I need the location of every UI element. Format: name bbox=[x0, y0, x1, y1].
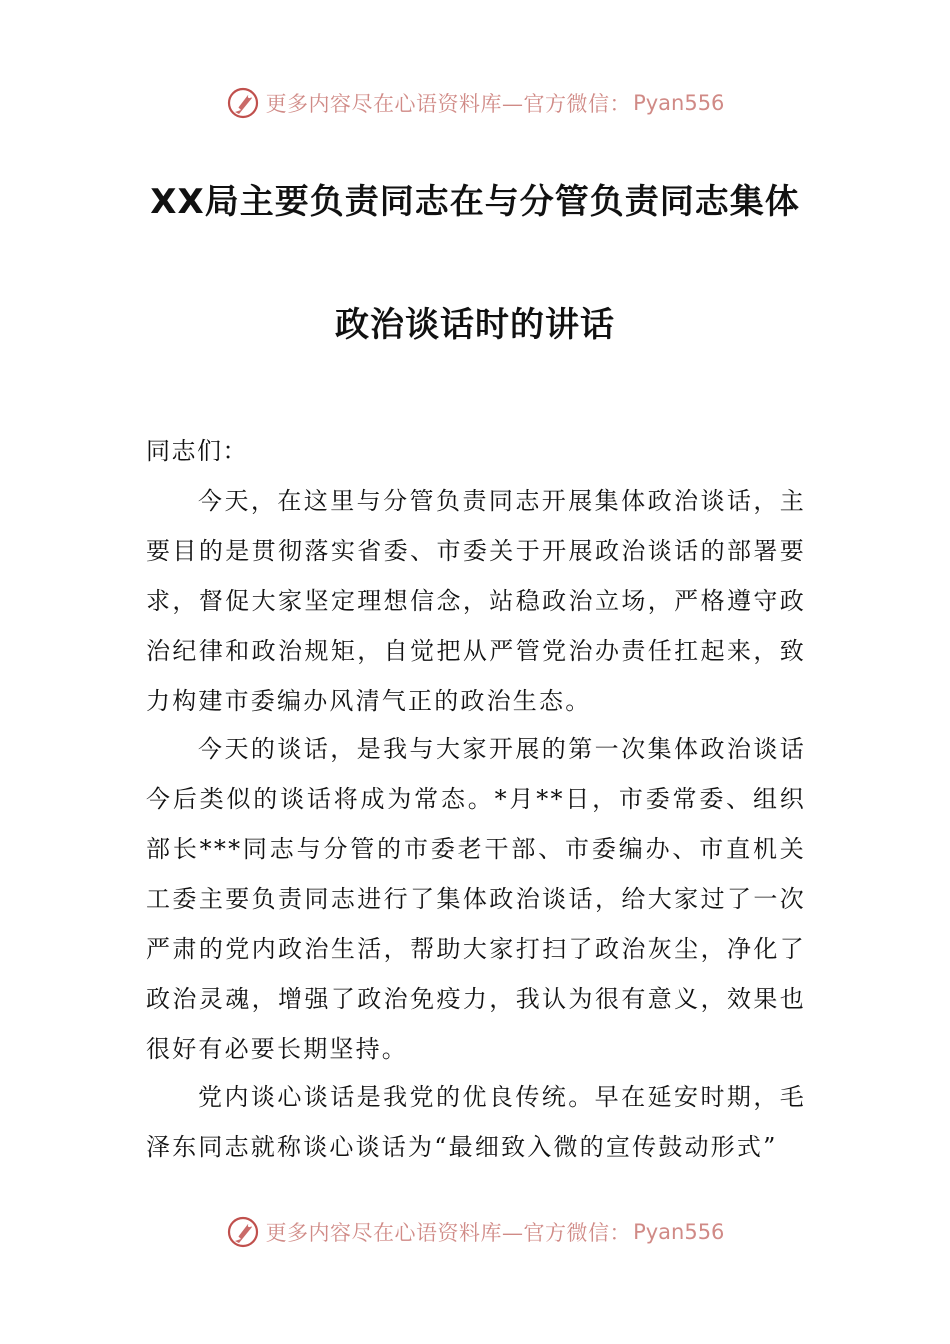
pen-nib-logo-icon bbox=[226, 1215, 260, 1249]
watermark-text: 更多内容尽在心语资料库—官方微信： bbox=[265, 92, 632, 116]
watermark-footer bbox=[0, 1212, 950, 1252]
watermark-wechat-id: Pyan556 bbox=[633, 91, 725, 115]
document-title-line-2: 政治谈话时的讲话 bbox=[335, 305, 615, 345]
document-title-line-1: XX局主要负责同志在与分管负责同志集体 bbox=[150, 182, 800, 222]
watermark-text: 更多内容尽在心语资料库—官方微信： bbox=[265, 1221, 632, 1245]
watermark-wechat-id: Pyan556 bbox=[633, 1220, 725, 1244]
salutation: 同志们： bbox=[146, 437, 248, 465]
pen-nib-logo-icon bbox=[226, 86, 260, 120]
paragraph: 今天的谈话，是我与大家开展的第一次集体政治谈话今后类似的谈话将成为常态。*月**日，市委常委、组织部长***同志与分管的市委老干部、市委编办、市直机关工委主要负责同志进行了集体政治谈话，给大家过了一次严肃的党内政治生活，帮助大家打扫了政治灰尘，净化了政治灵魂，增强了政治免疫力，我认为很有意义，效果也很好有必要长期坚持。 bbox=[146, 735, 806, 1063]
paragraph: 党内谈心谈话是我党的优良传统。早在延安时期，毛泽东同志就称谈心谈话为“最细致入微的宣传鼓动形式” bbox=[146, 1083, 806, 1161]
watermark-header bbox=[0, 83, 950, 123]
paragraph: 今天，在这里与分管负责同志开展集体政治谈话，主要目的是贯彻落实省委、市委关于开展政治谈话的部署要求，督促大家坚定理想信念，站稳政治立场，严格遵守政治纪律和政治规矩，自觉把从严管党治办责任扛起来，致力构建市委编办风清气正的政治生态。 bbox=[146, 487, 806, 715]
